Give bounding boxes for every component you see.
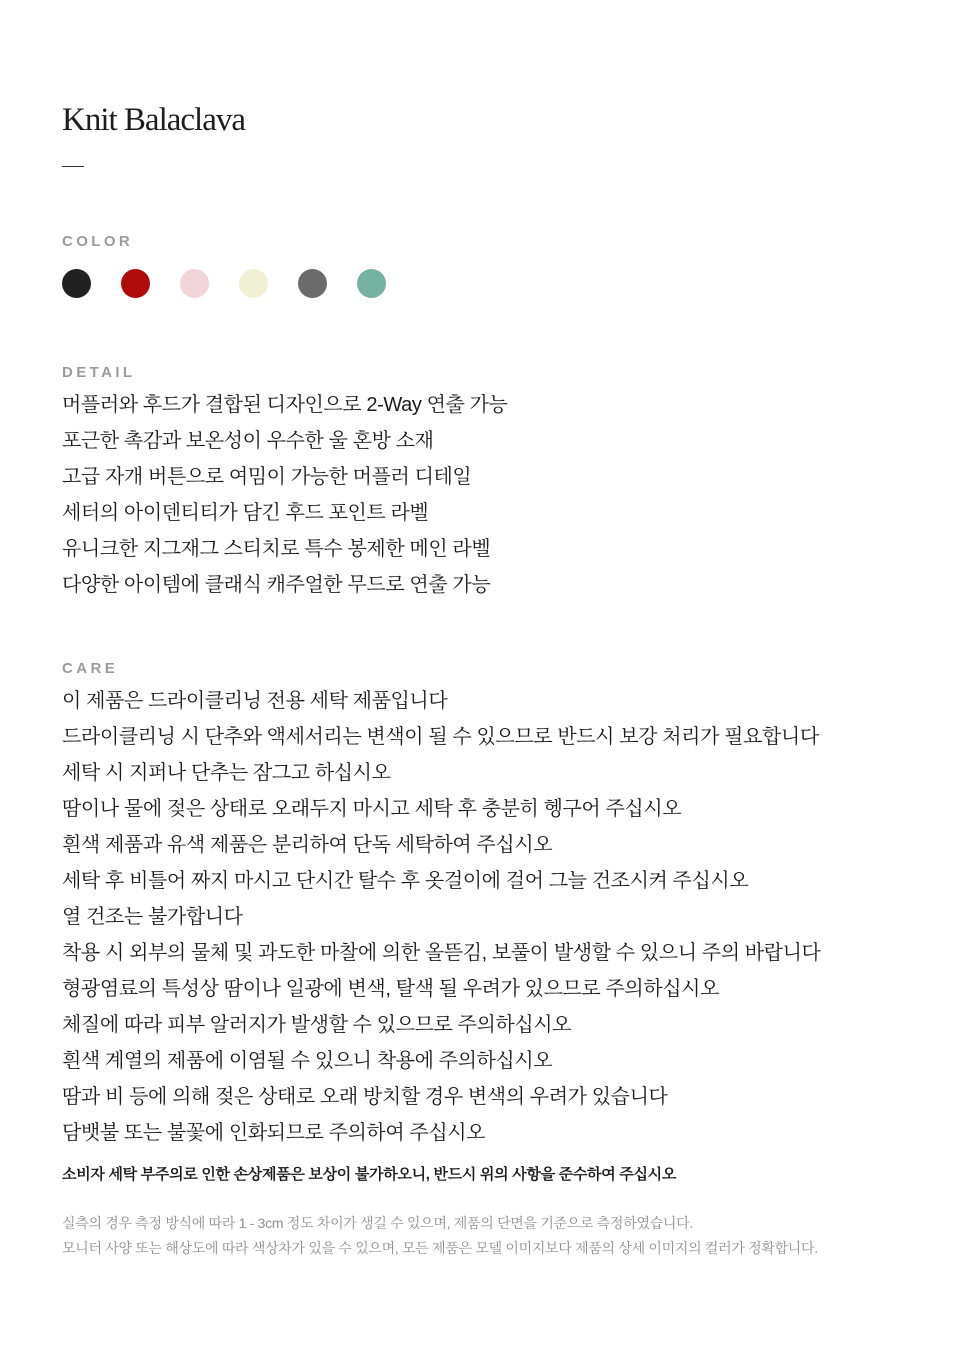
detail-list [62, 387, 507, 603]
color-section-label: COLOR [62, 233, 134, 250]
footnote-color: 모니터 사양 또는 해상도에 따라 색상차가 있을 수 있으며, 모든 제품은 모델 이미지보다 제품의 상세 이미지의 컬러가 정확합니다. [62, 1240, 818, 1256]
detail-line: 세터의 아이덴티티가 담긴 후드 포인트 라벨 [62, 502, 429, 524]
care-line: 열 건조는 불가합니다 [62, 906, 243, 928]
footnote-measurement: 실측의 경우 측정 방식에 따라 1 - 3cm 정도 차이가 생길 수 있으며, 제품의 단면을 기준으로 측정하였습니다. [62, 1215, 693, 1231]
care-line: 형광염료의 특성상 땀이나 일광에 변색, 탈색 될 우려가 있으므로 주의하십시오 [62, 978, 720, 1000]
care-line: 드라이클리닝 시 단추와 액세서리는 변색이 될 수 있으므로 반드시 보강 처리가 필요합니다 [62, 726, 819, 748]
color-swatch-mint [357, 269, 386, 298]
care-list [62, 683, 820, 1151]
care-line: 체질에 따라 피부 알러지가 발생할 수 있으므로 주의하십시오 [62, 1014, 572, 1036]
care-line: 땀과 비 등에 의해 젖은 상태로 오래 방치할 경우 변색의 우려가 있습니다 [62, 1086, 668, 1108]
care-line: 세탁 시 지퍼나 단추는 잠그고 하십시오 [62, 762, 391, 784]
detail-line: 고급 자개 버튼으로 여밈이 가능한 머플러 디테일 [62, 466, 472, 488]
footnotes [62, 1211, 818, 1261]
detail-section-label: DETAIL [62, 364, 136, 381]
color-swatch-red [121, 269, 150, 298]
care-line: 흰색 계열의 제품에 이염될 수 있으니 착용에 주의하십시오 [62, 1050, 553, 1072]
care-line: 흰색 제품과 유색 제품은 분리하여 단독 세탁하여 주십시오 [62, 834, 553, 856]
color-swatch-cream [239, 269, 268, 298]
color-swatches [62, 269, 386, 298]
title-divider [62, 166, 84, 167]
care-line: 땀이나 물에 젖은 상태로 오래두지 마시고 세탁 후 충분히 헹구어 주십시오 [62, 798, 682, 820]
care-notice: 소비자 세탁 부주의로 인한 손상제품은 보상이 불가하오니, 반드시 위의 사항을 준수하여 주십시오 [62, 1166, 677, 1183]
detail-line: 포근한 촉감과 보온성이 우수한 울 혼방 소재 [62, 430, 434, 452]
care-line: 담뱃불 또는 불꽃에 인화되므로 주의하여 주십시오 [62, 1122, 486, 1144]
detail-line: 다양한 아이템에 클래식 캐주얼한 무드로 연출 가능 [62, 574, 491, 596]
color-swatch-black [62, 269, 91, 298]
care-line: 착용 시 외부의 물체 및 과도한 마찰에 의한 올뜯김, 보풀이 발생할 수 있으니 주의 바랍니다 [62, 942, 821, 964]
color-swatch-light-pink [180, 269, 209, 298]
product-title: Knit Balaclava [62, 102, 246, 138]
care-section-label: CARE [62, 660, 119, 677]
detail-line: 머플러와 후드가 결합된 디자인으로 2-Way 연출 가능 [62, 394, 508, 416]
care-line: 세탁 후 비틀어 짜지 마시고 단시간 탈수 후 옷걸이에 걸어 그늘 건조시켜 주십시오 [62, 870, 749, 892]
care-line: 이 제품은 드라이클리닝 전용 세탁 제품입니다 [62, 690, 448, 712]
color-swatch-gray [298, 269, 327, 298]
detail-line: 유니크한 지그재그 스티치로 특수 봉제한 메인 라벨 [62, 538, 491, 560]
